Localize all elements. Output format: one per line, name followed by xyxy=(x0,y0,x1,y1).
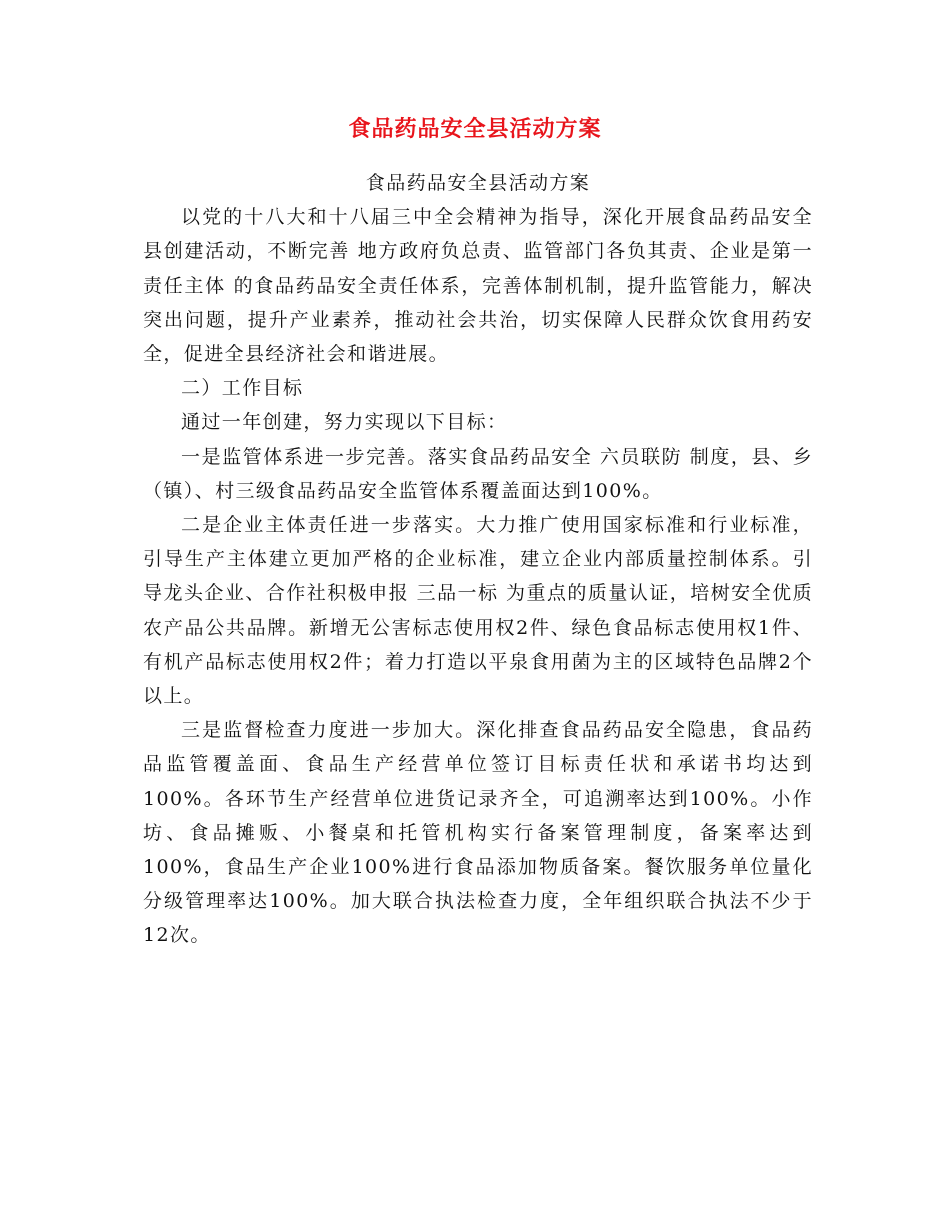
paragraph-goal-inspection: 三是监督检查力度进一步加大。深化排查食品药品安全隐患，食品药品监管覆盖面、食品生产经营单位签订目标责任状和承诺书均达到100%。各环节生产经营单位进货记录齐全，可追溯率达到100%。小作坊、食品摊贩、小餐桌和托管机构实行备案管理制度，备案率达到100%，食品生产企业100%进行食品添加物质备案。餐饮服务单位量化分级管理率达100%。加大联合执法检查力度，全年组织联合执法不少于12次。 xyxy=(143,719,813,947)
paragraph-goal-supervision-system: 一是监管体系进一步完善。落实食品药品安全 六员联防 制度，县、乡（镇）、村三级食品药品安全监管体系覆盖面达到100%。 xyxy=(143,445,813,502)
paragraph-goals-intro: 通过一年创建，努力实现以下目标： xyxy=(181,411,508,434)
document-subtitle: 食品药品安全县活动方案 xyxy=(365,172,591,194)
paragraph-guiding-principle: 以党的十八大和十八届三中全会精神为指导，深化开展食品药品安全县创建活动，不断完善 地方政府负总责、监管部门各负其责、企业是第一责任主体 的食品药品安全责任体系，完善体制机制，提升监管能力，解决突出问题，提升产业素养，推动社会共治，切实保障人民群众饮食用药安全，促进全县经济社会和谐进展。 xyxy=(143,206,813,366)
section-heading-work-goals: 二）工作目标 xyxy=(181,377,304,400)
document-title: 食品药品安全县活动方案 xyxy=(348,116,602,142)
paragraph-goal-enterprise-responsibility: 二是企业主体责任进一步落实。大力推广使用国家标准和行业标准，引导生产主体建立更加严格的企业标准，建立企业内部质量控制体系。引导龙头企业、合作社积极申报 三品一标 为重点的质量认证，培树安全优质农产品公共品牌。新增无公害标志使用权2件、绿色食品标志使用权1件、有机产品标志使用权2件；着力打造以平泉食用菌为主的区域特色品牌2个以上。 xyxy=(143,514,813,708)
document-body xyxy=(143,166,813,953)
